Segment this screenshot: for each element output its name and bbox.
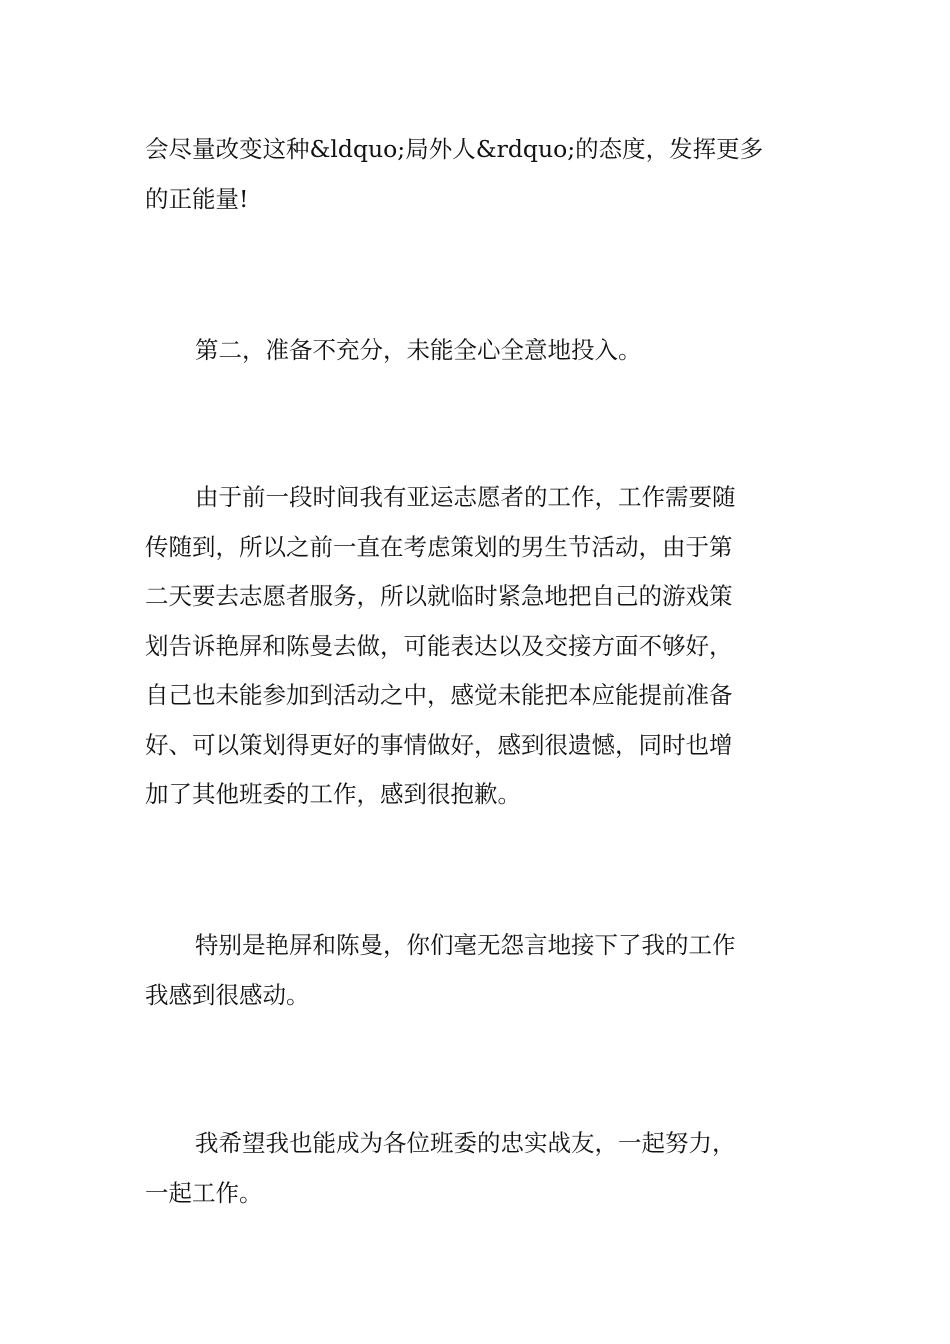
paragraph-3: [145, 473, 810, 820]
paragraph-line: 一起工作。: [145, 1178, 263, 1207]
paragraph-2: [145, 326, 810, 376]
paragraph-line: 特别是艳屏和陈曼，你们毫无怨言地接下了我的工作: [195, 931, 736, 959]
paragraph-line: 划告诉艳屏和陈曼去做，可能表达以及交接方面不够好，: [145, 631, 733, 660]
paragraph-line: 由于前一段时间我有亚运志愿者的工作，工作需要随: [195, 483, 736, 511]
paragraph-line: 我感到很感动。: [145, 980, 310, 1009]
paragraph-line: 自己也未能参加到活动之中，感觉未能把本应能提前准备: [145, 681, 733, 709]
paragraph-line: 传随到，所以之前一直在考虑策划的男生节活动，由于第: [145, 532, 733, 561]
paragraph-line: 二天要去志愿者服务，所以就临时紧急地把自己的游戏策: [145, 582, 733, 610]
paragraph-line: 第二，准备不充分，未能全心全意地投入。: [195, 336, 642, 364]
paragraph-line: 会尽量改变这种&ldquo;局外人&rdquo;的态度，发挥更多: [145, 135, 764, 163]
paragraph-line: 我希望我也能成为各位班委的忠实战友，一起努力，: [195, 1129, 736, 1157]
paragraph-4: [145, 921, 810, 1020]
paragraph-1: [145, 125, 810, 224]
paragraph-line: 的正能量!: [145, 184, 249, 213]
paragraph-5: [145, 1119, 810, 1218]
paragraph-line: 加了其他班委的工作，感到很抱歉。: [145, 780, 521, 808]
paragraph-line: 好、可以策划得更好的事情做好，感到很遗憾，同时也增: [145, 730, 733, 759]
